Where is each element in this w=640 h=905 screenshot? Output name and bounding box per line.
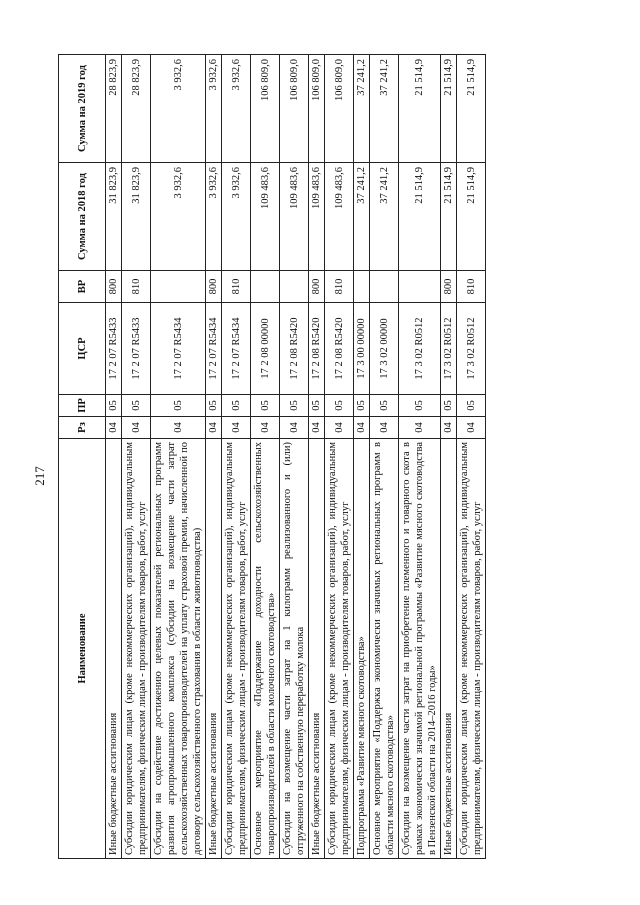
row-vr-cell: 810 (122, 271, 151, 303)
table-row (280, 55, 309, 859)
row-pr-cell: 05 (206, 395, 222, 417)
rotated-table-container (58, 55, 576, 859)
table-body (106, 55, 486, 859)
row-name-cell: Иные бюджетные ассигнования (106, 439, 122, 859)
row-pr-cell: 05 (457, 395, 486, 417)
row-sum-2018-cell: 109 483,6 (280, 163, 309, 271)
row-rz-cell: 04 (325, 417, 354, 439)
row-sum-2018-cell: 21 514,9 (457, 163, 486, 271)
row-vr-cell: 810 (325, 271, 354, 303)
row-name-cell: Иные бюджетные ассигнования (441, 439, 457, 859)
row-sum-2019-cell: 21 514,9 (457, 55, 486, 163)
row-rz-cell: 04 (206, 417, 222, 439)
header-sum-2019: Сумма на 2019 год (59, 55, 106, 163)
row-rz-cell: 04 (280, 417, 309, 439)
row-vr-cell: 800 (441, 271, 457, 303)
table-row (106, 55, 122, 859)
row-csr-cell: 17 3 02 R0512 (441, 303, 457, 395)
row-sum-2018-cell: 21 514,9 (441, 163, 457, 271)
row-csr-cell: 17 2 07 R5433 (122, 303, 151, 395)
row-vr-cell: 810 (457, 271, 486, 303)
row-sum-2018-cell: 31 823,9 (106, 163, 122, 271)
table-row (354, 55, 370, 859)
row-sum-2019-cell: 106 809,0 (251, 55, 280, 163)
row-name-cell: Субсидии юридическим лицам (кроме некоммерческих организаций), индивидуальным предпринимателям, физическим лицам - производителям товаров, работ, услуг (325, 439, 354, 859)
row-csr-cell: 17 3 02 00000 (370, 303, 399, 395)
row-sum-2018-cell: 21 514,9 (399, 163, 441, 271)
row-rz-cell: 04 (309, 417, 325, 439)
row-pr-cell: 05 (309, 395, 325, 417)
row-sum-2018-cell: 3 932,6 (151, 163, 206, 271)
row-vr-cell (251, 271, 280, 303)
table-row (251, 55, 280, 859)
table-row (370, 55, 399, 859)
row-name-cell: Субсидии юридическим лицам (кроме некоммерческих организаций), индивидуальным предпринимателям, физическим лицам - производителям товаров, работ, услуг (457, 439, 486, 859)
row-rz-cell: 04 (457, 417, 486, 439)
row-vr-cell (399, 271, 441, 303)
row-pr-cell: 05 (399, 395, 441, 417)
row-sum-2019-cell: 106 809,0 (309, 55, 325, 163)
row-sum-2018-cell: 3 932,6 (206, 163, 222, 271)
row-csr-cell: 17 3 02 R0512 (399, 303, 441, 395)
row-vr-cell (354, 271, 370, 303)
row-rz-cell: 04 (106, 417, 122, 439)
row-pr-cell: 05 (251, 395, 280, 417)
row-csr-cell: 17 2 08 R5420 (325, 303, 354, 395)
row-sum-2019-cell: 3 932,6 (222, 55, 251, 163)
header-pr: ПР (59, 395, 106, 417)
row-sum-2018-cell: 3 932,6 (222, 163, 251, 271)
row-csr-cell: 17 3 00 00000 (354, 303, 370, 395)
table-row (122, 55, 151, 859)
page-number: 217 (31, 466, 47, 486)
row-pr-cell: 05 (122, 395, 151, 417)
row-csr-cell: 17 2 07 R5433 (106, 303, 122, 395)
row-rz-cell: 04 (122, 417, 151, 439)
row-sum-2018-cell: 109 483,6 (309, 163, 325, 271)
row-sum-2018-cell: 109 483,6 (251, 163, 280, 271)
table-row (325, 55, 354, 859)
row-vr-cell: 800 (106, 271, 122, 303)
row-csr-cell: 17 2 08 R5420 (309, 303, 325, 395)
row-pr-cell: 05 (354, 395, 370, 417)
row-vr-cell: 810 (222, 271, 251, 303)
row-sum-2019-cell: 21 514,9 (441, 55, 457, 163)
row-csr-cell: 17 2 08 00000 (251, 303, 280, 395)
row-rz-cell: 04 (441, 417, 457, 439)
row-vr-cell (370, 271, 399, 303)
table-row (206, 55, 222, 859)
table-row (151, 55, 206, 859)
table-row (441, 55, 457, 859)
table-row (399, 55, 441, 859)
row-rz-cell: 04 (370, 417, 399, 439)
row-pr-cell: 05 (370, 395, 399, 417)
row-rz-cell: 04 (222, 417, 251, 439)
row-vr-cell: 800 (309, 271, 325, 303)
row-sum-2019-cell: 3 932,6 (206, 55, 222, 163)
row-rz-cell: 04 (399, 417, 441, 439)
row-name-cell: Субсидии на возмещение части затрат на 1 килограмм реализованного и (или) отгруженного на собственную переработку молока (280, 439, 309, 859)
row-sum-2018-cell: 37 241,2 (354, 163, 370, 271)
row-sum-2019-cell: 106 809,0 (325, 55, 354, 163)
row-name-cell: Подпрограмма «Развитие мясного скотоводства» (354, 439, 370, 859)
header-name: Наименование (59, 439, 106, 859)
header-rz: Рз (59, 417, 106, 439)
row-sum-2018-cell: 109 483,6 (325, 163, 354, 271)
header-csr: ЦСР (59, 303, 106, 395)
row-name-cell: Субсидии на возмещение части затрат на приобретение племенного и товарного скота в рамках экономически значимой региональной программы «Развитие мясного скотоводства в Пензенской области на 2014–2016 годы» (399, 439, 441, 859)
table-row (309, 55, 325, 859)
row-sum-2019-cell: 37 241,2 (370, 55, 399, 163)
row-pr-cell: 05 (222, 395, 251, 417)
row-sum-2019-cell: 37 241,2 (354, 55, 370, 163)
row-pr-cell: 05 (325, 395, 354, 417)
row-vr-cell (280, 271, 309, 303)
row-csr-cell: 17 3 02 R0512 (457, 303, 486, 395)
document-page (58, 55, 576, 859)
table-row (457, 55, 486, 859)
row-csr-cell: 17 2 07 R5434 (151, 303, 206, 395)
row-sum-2019-cell: 106 809,0 (280, 55, 309, 163)
row-name-cell: Субсидии юридическим лицам (кроме некоммерческих организаций), индивидуальным предпринимателям, физическим лицам - производителям товаров, работ, услуг (222, 439, 251, 859)
budget-table (58, 54, 486, 859)
row-csr-cell: 17 2 07 R5434 (206, 303, 222, 395)
row-pr-cell: 05 (441, 395, 457, 417)
table-row (222, 55, 251, 859)
row-name-cell: Иные бюджетные ассигнования (309, 439, 325, 859)
row-pr-cell: 05 (280, 395, 309, 417)
row-rz-cell: 04 (151, 417, 206, 439)
row-sum-2019-cell: 28 823,9 (122, 55, 151, 163)
row-sum-2018-cell: 31 823,9 (122, 163, 151, 271)
row-csr-cell: 17 2 07 R5434 (222, 303, 251, 395)
row-name-cell: Субсидии на содействие достижению целевых показателей региональных программ развития агропромышленного комплекса (субсидии на возмещение части затрат сельскохозяйственных товаропроизводителей на уплату страховой премии, начисленной по договору сельскохозяйственного страхования в области животноводства) (151, 439, 206, 859)
row-pr-cell: 05 (106, 395, 122, 417)
row-csr-cell: 17 2 08 R5420 (280, 303, 309, 395)
row-name-cell: Основное мероприятие «Поддержка экономически значимых региональных программ в области мясного скотоводства» (370, 439, 399, 859)
row-vr-cell: 800 (206, 271, 222, 303)
row-sum-2019-cell: 3 932,6 (151, 55, 206, 163)
row-sum-2019-cell: 21 514,9 (399, 55, 441, 163)
row-vr-cell (151, 271, 206, 303)
row-name-cell: Иные бюджетные ассигнования (206, 439, 222, 859)
row-sum-2019-cell: 28 823,9 (106, 55, 122, 163)
row-name-cell: Основное мероприятие «Поддержание доходности сельскохозяйственных товаропроизводителей в области молочного скотоводства» (251, 439, 280, 859)
header-sum-2018: Сумма на 2018 год (59, 163, 106, 271)
row-pr-cell: 05 (151, 395, 206, 417)
table-header-row (59, 55, 106, 859)
row-name-cell: Субсидии юридическим лицам (кроме некоммерческих организаций), индивидуальным предпринимателям, физическим лицам - производителям товаров, работ, услуг (122, 439, 151, 859)
row-rz-cell: 04 (251, 417, 280, 439)
row-sum-2018-cell: 37 241,2 (370, 163, 399, 271)
row-rz-cell: 04 (354, 417, 370, 439)
header-vr: ВР (59, 271, 106, 303)
